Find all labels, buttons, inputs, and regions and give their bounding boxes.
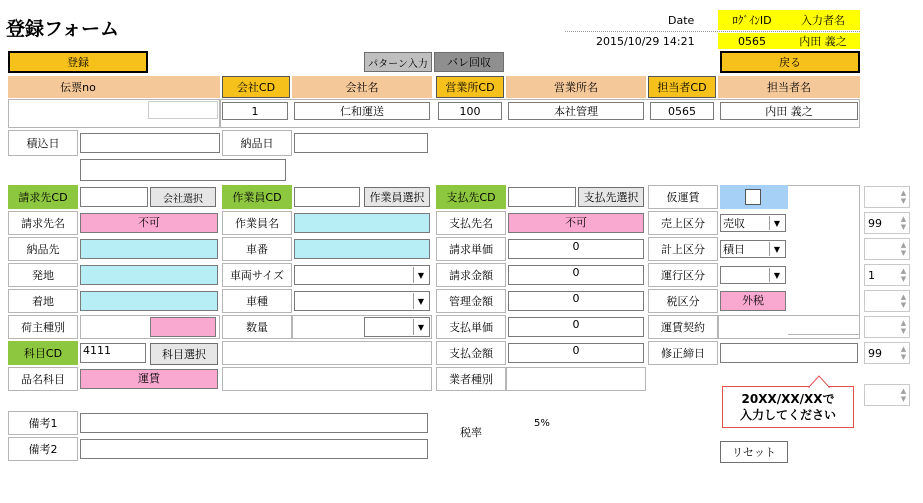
- quantity-label: 数量: [222, 315, 292, 339]
- callout-line1: 20XX/XX/XXで: [741, 392, 835, 406]
- tax-rate-label: 税率: [460, 426, 482, 439]
- car-size-select[interactable]: [294, 265, 430, 285]
- fare-contract-label: 運賃契約: [648, 315, 718, 339]
- header-office-cd: 営業所CD: [436, 76, 504, 98]
- spin-arrows-icon[interactable]: ▲ ▼: [900, 319, 907, 335]
- subject-select-button[interactable]: 科目選択: [150, 343, 218, 365]
- billing-amount-field[interactable]: 0: [508, 265, 644, 285]
- worker-cd-field[interactable]: [294, 187, 360, 207]
- header-company-cd: 会社CD: [222, 76, 290, 98]
- item-subject-field[interactable]: 運賃: [80, 369, 218, 389]
- chevron-down-icon[interactable]: ▼: [413, 293, 428, 309]
- date-value: 2015/10/29 14:21: [596, 35, 695, 48]
- col4-right-bg: [788, 185, 860, 335]
- billing-unit-price-field[interactable]: 0: [508, 239, 644, 259]
- denpyo-no-field[interactable]: [148, 101, 218, 119]
- billing-name-label: 請求先名: [8, 211, 78, 235]
- spin-arrows-icon[interactable]: ▲ ▼: [900, 241, 907, 257]
- payee-name-field[interactable]: 不可: [508, 213, 644, 233]
- company-name-field[interactable]: 仁和運送: [294, 102, 430, 120]
- chevron-down-icon[interactable]: ▼: [769, 268, 784, 282]
- spinner-6[interactable]: [864, 316, 910, 338]
- origin-field[interactable]: [80, 265, 218, 285]
- loading-date-label: 積込日: [8, 130, 78, 156]
- note2-field[interactable]: [80, 439, 428, 459]
- tax-type-label: 税区分: [648, 289, 718, 313]
- callout-pointer: [808, 375, 830, 388]
- vendor-type-label: 業者種別: [436, 367, 506, 391]
- revision-close-date-label: 修正締日: [648, 341, 718, 365]
- billing-name-field[interactable]: 不可: [80, 213, 218, 233]
- car-no-field[interactable]: [294, 239, 430, 259]
- spin-arrows-icon[interactable]: ▲ ▼: [900, 345, 907, 361]
- office-cd-field[interactable]: 100: [438, 102, 502, 120]
- spinner-8[interactable]: [864, 384, 910, 406]
- company-select-button[interactable]: 会社選択: [150, 187, 216, 207]
- note2-label: 備考2: [8, 437, 78, 461]
- register-button[interactable]: 登録: [8, 51, 148, 73]
- loading-date-sub-field[interactable]: [80, 159, 286, 181]
- item-subject-label: 品名科目: [8, 367, 78, 391]
- tax-type-field[interactable]: 外税: [720, 291, 786, 311]
- vendor-type-cell: [506, 367, 646, 391]
- payee-name-label: 支払先名: [436, 211, 506, 235]
- blank-cell-2: [222, 367, 432, 391]
- spin-arrows-icon[interactable]: ▲ ▼: [900, 267, 907, 283]
- input-person-value: 内田 義之: [786, 33, 860, 49]
- destination-field[interactable]: [80, 291, 218, 311]
- billing-cd-label: 請求先CD: [8, 185, 78, 209]
- posting-type-select[interactable]: 積日 ▼: [720, 240, 786, 258]
- subject-cd-label: 科目CD: [8, 341, 78, 365]
- provisional-fare-label: 仮運賃: [648, 185, 718, 209]
- delivery-dest-label: 納品先: [8, 237, 78, 261]
- staff-name-field[interactable]: 内田 義之: [720, 102, 858, 120]
- shipper-type-label: 荷主種別: [8, 315, 78, 339]
- car-type-select[interactable]: [294, 291, 430, 311]
- header-denpyo-no: 伝票no: [8, 76, 148, 98]
- sales-type-label: 売上区分: [648, 211, 718, 235]
- delivery-date-label: 納品日: [222, 130, 292, 156]
- input-person-label: 入力者名: [786, 10, 860, 30]
- header-office-name: 営業所名: [506, 76, 646, 98]
- payee-select-button[interactable]: 支払先選択: [578, 187, 644, 207]
- worker-name-field[interactable]: [294, 213, 430, 233]
- payment-unit-price-field[interactable]: 0: [508, 317, 644, 337]
- spin-arrows-icon[interactable]: ▲ ▼: [900, 293, 907, 309]
- delivery-dest-field[interactable]: [80, 239, 218, 259]
- billing-unit-price-label: 請求単価: [436, 237, 506, 261]
- worker-cd-label: 作業員CD: [222, 185, 292, 209]
- spinner-2[interactable]: 99 ▲ ▼: [864, 212, 910, 234]
- operation-type-label: 運行区分: [648, 263, 718, 287]
- billing-cd-field[interactable]: [80, 187, 148, 207]
- company-cd-field[interactable]: 1: [222, 102, 288, 120]
- office-name-field[interactable]: 本社管理: [508, 102, 644, 120]
- payee-cd-field[interactable]: [508, 187, 576, 207]
- header-company-name: 会社名: [292, 76, 432, 98]
- login-id-label: ﾛｸﾞｲﾝID: [718, 10, 786, 30]
- shipper-type-field[interactable]: [150, 317, 216, 337]
- spin-arrows-icon[interactable]: ▲ ▼: [900, 189, 907, 205]
- car-size-label: 車両サイズ: [222, 263, 292, 287]
- provisional-fare-checkbox[interactable]: [745, 189, 761, 205]
- payee-cd-label: 支払先CD: [436, 185, 506, 209]
- car-type-label: 車種: [222, 289, 292, 313]
- tax-rate-value: 5%: [534, 418, 550, 429]
- worker-select-button[interactable]: 作業員選択: [364, 187, 430, 207]
- header-blank: [148, 76, 220, 98]
- car-no-label: 車番: [222, 237, 292, 261]
- worker-name-label: 作業員名: [222, 211, 292, 235]
- chevron-down-icon[interactable]: ▼: [413, 319, 428, 335]
- origin-label: 発地: [8, 263, 78, 287]
- login-id-value: 0565: [718, 33, 786, 49]
- header-staff-cd: 担当者CD: [648, 76, 716, 98]
- quantity-unit-select[interactable]: [364, 317, 430, 337]
- pattern-input-button[interactable]: パターン入力: [364, 52, 432, 72]
- note1-field[interactable]: [80, 413, 428, 433]
- bulk-recover-button[interactable]: バレ回収: [434, 52, 504, 72]
- operation-type-select[interactable]: [720, 266, 786, 284]
- spin-arrows-icon[interactable]: ▲ ▼: [900, 215, 907, 231]
- loading-date-field[interactable]: [80, 133, 220, 153]
- spinner-5[interactable]: [864, 290, 910, 312]
- spinner-3[interactable]: [864, 238, 910, 260]
- divider: [565, 31, 860, 32]
- note1-label: 備考1: [8, 411, 78, 435]
- chevron-down-icon[interactable]: ▼: [769, 216, 784, 230]
- date-label: Date: [668, 14, 695, 27]
- destination-label: 着地: [8, 289, 78, 313]
- management-amount-label: 管理金額: [436, 289, 506, 313]
- sales-type-select[interactable]: 売収 ▼: [720, 214, 786, 232]
- payment-amount-label: 支払金額: [436, 341, 506, 365]
- staff-cd-field[interactable]: 0565: [650, 102, 714, 120]
- payment-unit-price-label: 支払単価: [436, 315, 506, 339]
- delivery-date-field[interactable]: [294, 133, 428, 153]
- chevron-down-icon[interactable]: ▼: [413, 267, 428, 283]
- posting-type-label: 計上区分: [648, 237, 718, 261]
- back-button[interactable]: 戻る: [720, 51, 860, 73]
- billing-amount-label: 請求金額: [436, 263, 506, 287]
- date-format-callout: [722, 386, 854, 428]
- subject-cd-field[interactable]: 4111: [80, 343, 146, 363]
- callout-line2: 入力してください: [739, 408, 836, 422]
- spinner-7[interactable]: 99 ▲ ▼: [864, 342, 910, 364]
- spinner-4[interactable]: 1 ▲ ▼: [864, 264, 910, 286]
- management-amount-field[interactable]: 0: [508, 291, 644, 311]
- header-staff-name: 担当者名: [718, 76, 860, 98]
- payment-amount-field[interactable]: 0: [508, 343, 644, 363]
- revision-close-date-field[interactable]: [720, 343, 858, 363]
- chevron-down-icon[interactable]: ▼: [769, 242, 784, 256]
- spinner-1[interactable]: [864, 186, 910, 208]
- blank-cell-1: [222, 341, 432, 365]
- spin-arrows-icon[interactable]: ▲ ▼: [900, 387, 907, 403]
- page-title: 登録フォーム: [6, 18, 120, 40]
- reset-button[interactable]: リセット: [720, 441, 788, 463]
